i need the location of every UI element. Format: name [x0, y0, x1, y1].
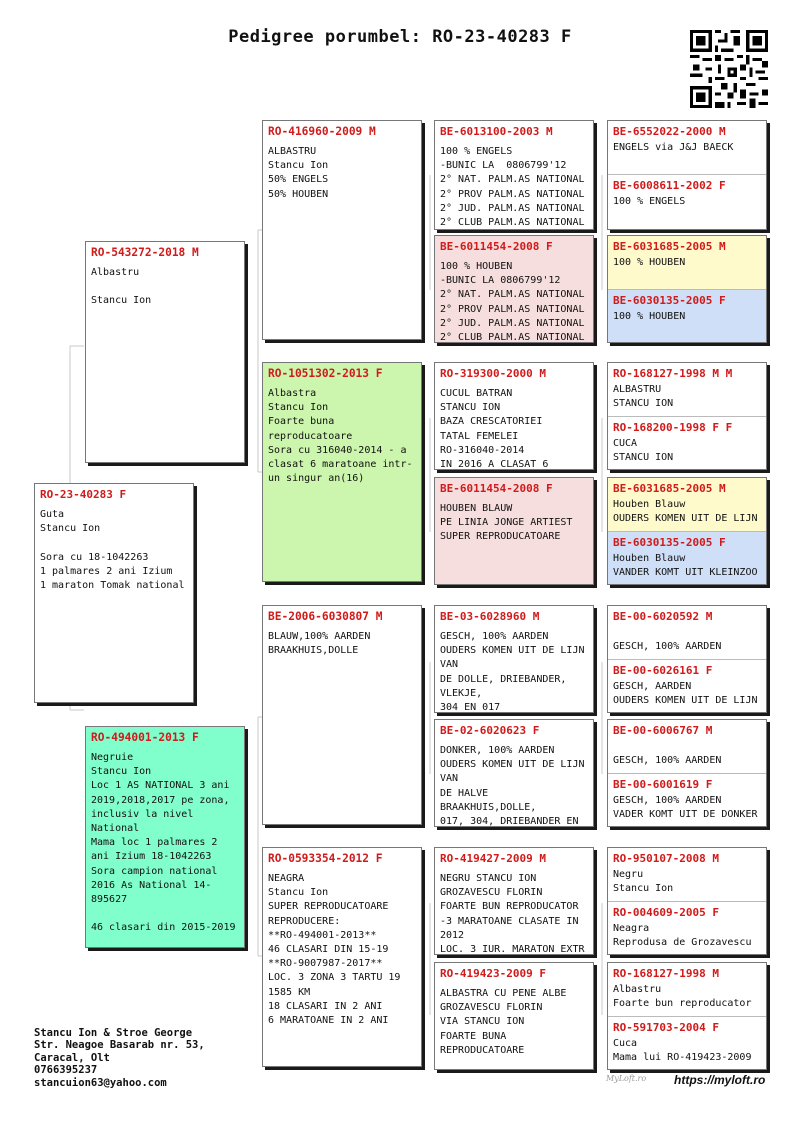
pedigree-pair-gen4-1 — [607, 120, 767, 230]
pedigree-card-subject[interactable] — [34, 483, 194, 703]
pedigree-card-gen3-6[interactable] — [434, 719, 594, 827]
pigeon-details: GESCH, 100% AARDEN — [613, 641, 722, 653]
pedigree-pair-gen4-4 — [607, 477, 767, 585]
ring-id: RO-494001-2013 F — [91, 731, 199, 744]
ring-id: BE-6008611-2002 F — [613, 179, 726, 192]
ring-id: BE-6011454-2008 F — [440, 240, 553, 253]
ring-id: BE-03-6028960 M — [440, 610, 540, 623]
pigeon-details: CUCUL BATRAN STANCU ION BAZA CRESCATORIEI TATAL FEMELEI RO-316040-2014 IN 2016 A CLASAT 6 — [440, 388, 549, 469]
pigeon-details: GESCH, AARDEN OUDERS KOMEN UIT DE LIJN — [613, 681, 758, 707]
ring-id: BE-00-6001619 F — [613, 778, 713, 791]
pedigree-card-gen4-11[interactable] — [608, 720, 766, 773]
pedigree-pair-gen4-3 — [607, 362, 767, 470]
pedigree-card-gen3-2[interactable] — [434, 235, 594, 343]
pigeon-details: Houben Blauw VANDER KOMT UIT KLEINZOO — [613, 553, 758, 579]
pigeon-details: CUCA STANCU ION — [613, 438, 674, 464]
pigeon-details: 100 % ENGELS -BUNIC LA 0806799'12 2° NAT. PALM.AS NATIONAL 2° PROV PALM.AS NATIONAL 2° JUD. PALM.AS NATIONAL 2° CLUB PALM.AS NATIONAL — [440, 146, 585, 229]
ring-id: BE-6030135-2005 F — [613, 536, 726, 549]
ring-id: RO-591703-2004 F — [613, 1021, 719, 1034]
ring-id: BE-6030135-2005 F — [613, 294, 726, 307]
website-link[interactable]: https://myloft.ro — [674, 1073, 766, 1087]
pigeon-details: Cuca Mama lui RO-419423-2009 — [613, 1038, 752, 1064]
pedigree-card-gen4-5[interactable] — [608, 363, 766, 416]
pedigree-card-gen4-9[interactable] — [608, 606, 766, 659]
ring-id: BE-6031685-2005 M — [613, 240, 726, 253]
pigeon-details: NEAGRA Stancu Ion SUPER REPRODUCATOARE REPRODUCERE: **RO-494001-2013** 46 CLASARI DIN 15-19 **RO-9007987-2017** LOC. 3 ZONA 3 TARTU 19 1585 KM 18 CLASARI IN 2 ANI 6 MARATOANE IN 2 ANI — [268, 873, 401, 1027]
ring-id: BE-6552022-2000 M — [613, 125, 726, 138]
ring-id: RO-419427-2009 M — [440, 852, 546, 865]
ring-id: BE-00-6020592 M — [613, 610, 713, 623]
ring-id: RO-004609-2005 F — [613, 906, 719, 919]
pigeon-details: ALBASTRU STANCU ION — [613, 384, 674, 410]
pedigree-card-gen4-12[interactable] — [608, 773, 766, 826]
ring-id: RO-168127-1998 M — [613, 967, 719, 980]
pedigree-card-gen4-7[interactable] — [608, 478, 766, 531]
pedigree-card-dam[interactable] — [85, 726, 245, 948]
ring-id: RO-23-40283 F — [40, 488, 127, 501]
pedigree-pair-gen4-6 — [607, 719, 767, 827]
myloft-logo: MyLoft.ro — [606, 1074, 647, 1083]
pigeon-details: 100 % HOUBEN — [613, 311, 686, 322]
pedigree-card-gen4-3[interactable] — [608, 236, 766, 289]
pedigree-card-gen3-5[interactable] — [434, 605, 594, 713]
pigeon-details: 100 % HOUBEN — [613, 257, 686, 268]
pedigree-card-gen3-4[interactable] — [434, 477, 594, 585]
pigeon-details: Negru Stancu Ion — [613, 869, 674, 895]
ring-id: BE-6013100-2003 M — [440, 125, 553, 138]
pigeon-details: ALBASTRU Stancu Ion 50% ENGELS 50% HOUBEN — [268, 146, 329, 200]
pedigree-pair-gen4-5 — [607, 605, 767, 713]
pigeon-details: Neagra Reprodusa de Grozavescu — [613, 923, 752, 949]
pigeon-details: GESCH, 100% AARDEN — [613, 755, 722, 767]
ring-id: RO-168200-1998 F F — [613, 421, 733, 434]
pigeon-details: Albastru Stancu Ion — [91, 267, 152, 307]
pigeon-details: Houben Blauw OUDERS KOMEN UIT DE LIJN — [613, 499, 758, 525]
pigeon-details: Guta Stancu Ion Sora cu 18-1042263 1 palmares 2 ani Izium 1 maraton Tomak national — [40, 509, 185, 592]
pigeon-details: BLAUW,100% AARDEN BRAAKHUIS,DOLLE — [268, 631, 371, 657]
ring-id: RO-419423-2009 F — [440, 967, 546, 980]
pedigree-card-gen2-2[interactable] — [262, 362, 422, 582]
pigeon-details: ALBASTRA CU PENE ALBE GROZAVESCU FLORIN VIA STANCU ION FOARTE BUNA REPRODUCATOARE — [440, 988, 567, 1056]
pigeon-details: NEGRU STANCU ION GROZAVESCU FLORIN FOARTE BUN REPRODUCATOR -3 MARATOANE CLASATE IN 2012 LOC. 3 IUR. MARATON EXTR — [440, 873, 585, 954]
pedigree-card-gen4-8[interactable] — [608, 531, 766, 584]
pedigree-card-gen2-4[interactable] — [262, 847, 422, 1067]
pedigree-card-gen3-1[interactable] — [434, 120, 594, 230]
pigeon-details: DONKER, 100% AARDEN OUDERS KOMEN UIT DE LIJN VAN DE HALVE BRAAKHUIS,DOLLE, 017, 304, DRIEBANDER EN — [440, 745, 585, 826]
pedigree-pair-gen4-7 — [607, 847, 767, 955]
pedigree-card-gen4-16[interactable] — [608, 1016, 766, 1069]
pigeon-details: ENGELS via J&J BAECK — [613, 142, 734, 153]
owner-contact-block: Stancu Ion & Stroe George Str. Neagoe Basarab nr. 53, Caracal, Olt 0766395237 stancuion63@yahoo.com — [34, 1027, 205, 1089]
pigeon-details: 100 % HOUBEN -BUNIC LA 0806799'12 2° NAT. PALM.AS NATIONAL 2° PROV PALM.AS NATIONAL 2° JUD. PALM.AS NATIONAL 2° CLUB PALM.AS NATIONAL — [440, 261, 585, 342]
ring-id: RO-168127-1998 M M — [613, 367, 733, 380]
ring-id: BE-6011454-2008 F — [440, 482, 553, 495]
pigeon-details: Negruie Stancu Ion Loc 1 AS NATIONAL 3 ani 2019,2018,2017 pe zona, inclusiv la nivel National Mama loc 1 palmares 2 ani Izium 18-1042263 Sora campion national 2016 As National 14-895627 46 clasari din 2015-2019 — [91, 752, 236, 934]
ring-id: RO-950107-2008 M — [613, 852, 719, 865]
pigeon-details: HOUBEN BLAUW PE LINIA JONGE ARTIEST SUPER REPRODUCATOARE — [440, 503, 573, 543]
pigeon-details: GESCH, 100% AARDEN OUDERS KOMEN UIT DE LIJN VAN DE DOLLE, DRIEBANDER, VLEKJE, 304 EN 017 — [440, 631, 585, 712]
pedigree-card-gen2-3[interactable] — [262, 605, 422, 825]
pedigree-card-gen3-7[interactable] — [434, 847, 594, 955]
pedigree-card-gen4-15[interactable] — [608, 963, 766, 1016]
pedigree-card-sire[interactable] — [85, 241, 245, 463]
ring-id: BE-00-6006767 M — [613, 724, 713, 737]
ring-id: RO-319300-2000 M — [440, 367, 546, 380]
ring-id: RO-416960-2009 M — [268, 125, 376, 138]
pedigree-card-gen4-1[interactable] — [608, 121, 766, 174]
pedigree-card-gen4-4[interactable] — [608, 289, 766, 342]
pedigree-card-gen2-1[interactable] — [262, 120, 422, 340]
ring-id: BE-02-6020623 F — [440, 724, 540, 737]
pedigree-card-gen3-8[interactable] — [434, 962, 594, 1070]
pigeon-details: GESCH, 100% AARDEN VADER KOMT UIT DE DONKER — [613, 795, 758, 821]
pedigree-pair-gen4-2 — [607, 235, 767, 343]
pedigree-card-gen4-14[interactable] — [608, 901, 766, 954]
ring-id: BE-2006-6030807 M — [268, 610, 383, 623]
ring-id: RO-0593354-2012 F — [268, 852, 383, 865]
pedigree-card-gen4-2[interactable] — [608, 174, 766, 229]
pigeon-details: Albastra Stancu Ion Foarte buna reproducatoare Sora cu 316040-2014 - a clasat 6 maratoane intr-un singur an(16) — [268, 388, 413, 485]
pigeon-details: 100 % ENGELS — [613, 196, 686, 207]
page-title: Pedigree porumbel: RO-23-40283 F — [228, 27, 572, 47]
ring-id: BE-6031685-2005 M — [613, 482, 726, 495]
pedigree-card-gen4-13[interactable] — [608, 848, 766, 901]
pedigree-card-gen4-6[interactable] — [608, 416, 766, 469]
ring-id: RO-1051302-2013 F — [268, 367, 383, 380]
ring-id: RO-543272-2018 M — [91, 246, 199, 259]
pedigree-card-gen4-10[interactable] — [608, 659, 766, 712]
pigeon-details: Albastru Foarte bun reproducator — [613, 984, 752, 1010]
pedigree-card-gen3-3[interactable] — [434, 362, 594, 470]
pedigree-pair-gen4-8 — [607, 962, 767, 1070]
ring-id: BE-00-6026161 F — [613, 664, 713, 677]
